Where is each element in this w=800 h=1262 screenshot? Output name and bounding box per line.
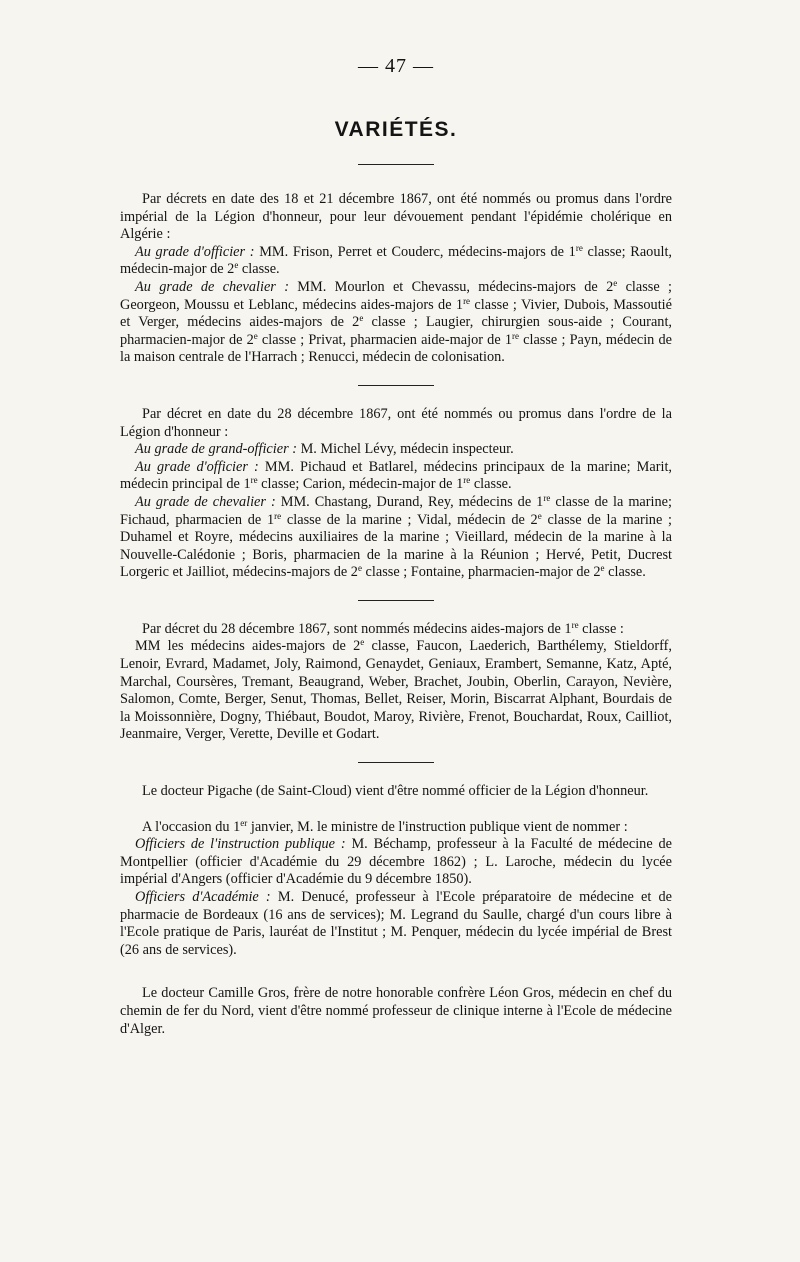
- announcement-aides-majors: [120, 621, 672, 744]
- grade-label: Au grade d'officier :: [135, 458, 259, 475]
- paragraph-officiers-academie: Officiers d'Académie : M. Denucé, professeur à l'Ecole préparatoire de médecine et de pharmacie de Bordeaux (16 ans de services); M. Legrand du Saulle, chargé d'un cours libre à l'Ecole pratique de Paris, lauréat de l'Institut ; M. Penquer, médecin du lycée impérial de Brest (26 ans de services).: [120, 889, 672, 958]
- paragraph-officiers-instruction: Officiers de l'instruction publique : M. Béchamp, professeur à la Faculté de médecine de Montpellier (officier d'Académie du 29 décembre 1862) ; L. Laroche, médecin du lycée impérial d'Angers (officier d'Académie du 9 décembre 1850).: [120, 836, 672, 888]
- section-title: VARIÉTÉS.: [334, 118, 458, 141]
- paragraph-chevalier: Au grade de chevalier : MM. Chastang, Durand, Rey, médecins de 1re classe de la marine; Fichaud, pharmacien de 1re classe de la marine ; Vidal, médecin de 2e classe de la marine ; Duhamel et Royre, médecins auxiliaires de la marine ; Vieillard, médecin de la marine à la Nouvelle-Calédonie ; Boris, pharmacien de la marine à la Réunion ; Hervé, Petit, Ducrest Lorgeric et Jailliot, médecins-majors de 2e classe ; Fontaine, pharmacien-major de 2e classe.: [120, 492, 672, 581]
- paragraph-gros: Le docteur Camille Gros, frère de notre honorable confrère Léon Gros, médecin en chef du chemin de fer du Nord, vient d'être nommé professeur de clinique interne à l'Ecole de médecine d'Alger.: [120, 985, 672, 1037]
- grade-label: Au grade d'officier :: [135, 243, 255, 260]
- title-divider: [358, 164, 434, 165]
- announcement-marine: [120, 406, 672, 582]
- section-divider: [358, 600, 434, 601]
- paragraph-intro: Par décret du 28 décembre 1867, sont nommés médecins aides-majors de 1re classe :: [142, 619, 624, 637]
- section-divider: [358, 762, 434, 763]
- paragraph-chevalier: Au grade de chevalier : MM. Mourlon et Chevassu, médecins-majors de 2e classe ; Georgeon, Moussu et Leblanc, médecins aides-majors de 1re classe ; Vivier, Dubois, Massoutié et Verger, médecins aides-majors de 2e classe ; Laugier, chirurgien sous-aide ; Courant, pharmacien-major de 2e classe ; Privat, pharmacien aide-major de 1re classe ; Payn, médecin de la maison centrale de l'Harrach ; Renucci, médecin de colonisation.: [120, 277, 672, 366]
- section-divider: [358, 385, 434, 386]
- paragraph-intro: A l'occasion du 1er janvier, M. le ministre de l'instruction publique vient de nommer :: [142, 817, 628, 835]
- paragraph-intro: Par décrets en date des 18 et 21 décembre 1867, ont été nommés ou promus dans l'ordre impérial de la Légion d'honneur, pour leur dévouement pendant l'épidémie cholérique en Algérie :: [120, 191, 672, 243]
- grade-label: Au grade de chevalier :: [135, 278, 289, 295]
- document-page: [120, 55, 672, 1038]
- announcement-instruction-publique: [120, 819, 672, 960]
- announcement-gros: [120, 985, 672, 1038]
- paragraph-officier: Au grade d'officier : MM. Pichaud et Batlarel, médecins principaux de la marine; Marit, médecin principal de 1re classe; Carion, médecin-major de 1re classe.: [120, 458, 672, 493]
- grade-label: Au grade de grand-officier :: [135, 441, 297, 458]
- grade-label: Au grade de chevalier :: [135, 493, 276, 510]
- grade-label: Officiers d'Académie :: [135, 889, 271, 905]
- paragraph-name-list: MM les médecins aides-majors de 2e classe, Faucon, Laederich, Barthélemy, Stieldorff, Lenoir, Evrard, Madamet, Joly, Raimond, Genaydet, Geniaux, Erambert, Semanne, Katz, Apté, Marchal, Coursères, Tremant, Beaugrand, Weber, Brachet, Joubin, Oberlin, Carayon, Nevière, Salomon, Comte, Berger, Senut, Thomas, Bellet, Reiser, Morin, Biscarrat Alphant, Bourdais de la Moissonnière, Dogny, Thiébaut, Boudot, Maroy, Rivière, Frenot, Bouchardat, Roux, Cailliot, Jeanmaire, Verger, Verette, Deville et Godart.: [120, 637, 672, 743]
- page-number: — 47 —: [358, 55, 434, 77]
- announcement-cholera: [120, 191, 672, 367]
- paragraph-intro: Par décret en date du 28 décembre 1867, ont été nommés ou promus dans l'ordre de la Légion d'honneur :: [120, 405, 672, 440]
- grade-label: Officiers de l'instruction publique :: [135, 836, 346, 853]
- announcement-pigache: [120, 783, 672, 801]
- paragraph-officier: Au grade d'officier : MM. Frison, Perret et Couderc, médecins-majors de 1re classe; Raoult, médecin-major de 2e classe.: [120, 242, 672, 278]
- paragraph-grand-officier: Au grade de grand-officier : M. Michel Lévy, médecin inspecteur.: [135, 441, 514, 458]
- paragraph-pigache: Le docteur Pigache (de Saint-Cloud) vient d'être nommé officier de la Légion d'honneur.: [142, 783, 649, 800]
